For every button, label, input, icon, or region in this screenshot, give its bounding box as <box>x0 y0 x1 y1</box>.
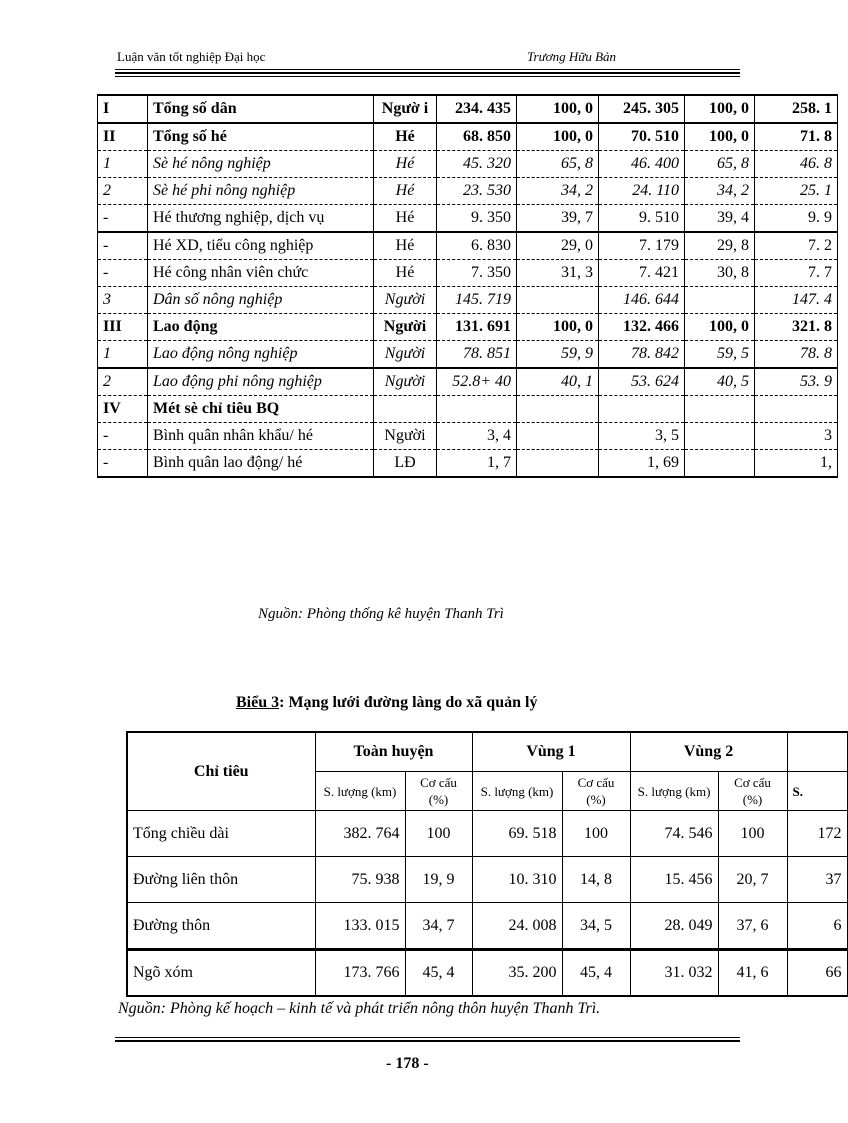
cell-c4 <box>437 396 517 423</box>
cell-name: Đường thôn <box>127 903 315 950</box>
cell-c1: 1 <box>98 151 148 178</box>
sub-header-co-cau: Cơ cấu (%) <box>718 772 787 811</box>
cell-c4: 7. 350 <box>437 260 517 287</box>
cell-c6: 78. 842 <box>599 341 685 369</box>
cell-c5: 39, 7 <box>517 205 599 233</box>
cell-c4: 6. 830 <box>437 232 517 260</box>
cell-c2: Hé thương nghiệp, dịch vụ <box>148 205 374 233</box>
page-number: - 178 - <box>386 1055 429 1072</box>
cell-v4: 100 <box>562 811 630 857</box>
cell-c5 <box>517 423 599 450</box>
table1-source: Nguồn: Phòng thống kê huyện Thanh Trì <box>258 606 504 622</box>
cell-c3: Hé <box>374 123 437 151</box>
cell-c7: 30, 8 <box>685 260 755 287</box>
chi-tieu-header: Chỉ tiêu <box>127 732 315 811</box>
road-network-table <box>126 731 848 997</box>
cell-c4: 9. 350 <box>437 205 517 233</box>
cell-c1: 2 <box>98 368 148 396</box>
cell-c7: 40, 5 <box>685 368 755 396</box>
cell-c8: 53. 9 <box>755 368 838 396</box>
cell-c1: - <box>98 450 148 478</box>
cell-c1: II <box>98 123 148 151</box>
table-row <box>98 341 838 369</box>
cell-c3: Hé <box>374 151 437 178</box>
cell-c2: Hé XD, tiểu công nghiệp <box>148 232 374 260</box>
cell-c6: 7. 421 <box>599 260 685 287</box>
table-row <box>98 232 838 260</box>
cell-c8: 3 <box>755 423 838 450</box>
cell-c8: 1, <box>755 450 838 478</box>
cell-c5: 100, 0 <box>517 95 599 123</box>
cell-v6: 100 <box>718 811 787 857</box>
cell-c3: Người <box>374 314 437 341</box>
cell-c4: 68. 850 <box>437 123 517 151</box>
cell-c7 <box>685 450 755 478</box>
cell-c5 <box>517 450 599 478</box>
cell-c3: Hé <box>374 232 437 260</box>
cell-c2: Dân số nông nghiệp <box>148 287 374 314</box>
cell-c6 <box>599 396 685 423</box>
table-row <box>98 151 838 178</box>
cell-c8: 7. 2 <box>755 232 838 260</box>
cell-c4: 78. 851 <box>437 341 517 369</box>
cell-c2: Lao động nông nghiệp <box>148 341 374 369</box>
cell-c6: 146. 644 <box>599 287 685 314</box>
cell-c6: 3, 5 <box>599 423 685 450</box>
group-vung-1: Vùng 1 <box>472 732 630 772</box>
footer-rule <box>115 1037 740 1038</box>
sub-header-so-luong: S. lượng (km) <box>472 772 562 811</box>
cell-v3: 69. 518 <box>472 811 562 857</box>
cell-v3: 35. 200 <box>472 950 562 997</box>
cell-c5: 59, 9 <box>517 341 599 369</box>
cell-v3: 24. 008 <box>472 903 562 950</box>
cell-name: Tổng chiều dài <box>127 811 315 857</box>
cell-c8: 71. 8 <box>755 123 838 151</box>
cell-c3: Người <box>374 287 437 314</box>
cell-c7: 59, 5 <box>685 341 755 369</box>
table2-title <box>236 694 537 712</box>
cell-c6: 46. 400 <box>599 151 685 178</box>
header-left-text: Luận văn tốt nghiệp Đại học <box>117 49 266 64</box>
cell-c3: Hé <box>374 178 437 205</box>
cell-c3: Hé <box>374 205 437 233</box>
table-row <box>98 423 838 450</box>
cell-c1: 1 <box>98 341 148 369</box>
cell-c3: Người <box>374 423 437 450</box>
cell-v7: 6 <box>787 903 847 950</box>
cell-v1: 75. 938 <box>315 857 405 903</box>
table-row <box>98 396 838 423</box>
cell-c6: 132. 466 <box>599 314 685 341</box>
table-row <box>127 857 847 903</box>
cell-c8 <box>755 396 838 423</box>
table2-group-header <box>127 732 847 772</box>
cell-c3: LĐ <box>374 450 437 478</box>
cell-c2: Mét sè chỉ tiêu BQ <box>148 396 374 423</box>
cell-v5: 28. 049 <box>630 903 718 950</box>
cell-c5 <box>517 396 599 423</box>
cell-v4: 45, 4 <box>562 950 630 997</box>
cell-c4: 234. 435 <box>437 95 517 123</box>
table-row <box>98 287 838 314</box>
header-rule <box>115 69 740 70</box>
cell-v1: 133. 015 <box>315 903 405 950</box>
cell-v2: 100 <box>405 811 472 857</box>
sub-header-so-luong: S. <box>787 772 847 811</box>
cell-v2: 34, 7 <box>405 903 472 950</box>
cell-v6: 37, 6 <box>718 903 787 950</box>
cell-c2: Tổng số dân <box>148 95 374 123</box>
table-row <box>98 314 838 341</box>
cell-c5: 65, 8 <box>517 151 599 178</box>
cell-c5: 31, 3 <box>517 260 599 287</box>
cell-c6: 70. 510 <box>599 123 685 151</box>
footer-rule <box>115 1040 740 1042</box>
group-vung-2: Vùng 2 <box>630 732 787 772</box>
table2-source: Nguồn: Phòng kế hoạch – kinh tế và phát triển nông thôn huyện Thanh Trì. <box>118 1000 601 1017</box>
cell-c2: Hé công nhân viên chức <box>148 260 374 287</box>
cell-v7: 172 <box>787 811 847 857</box>
cell-c4: 52.8+ 40 <box>437 368 517 396</box>
header-author: Trương Hữu Bản <box>527 49 617 64</box>
cell-c8: 25. 1 <box>755 178 838 205</box>
cell-v5: 15. 456 <box>630 857 718 903</box>
cell-name: Ngõ xóm <box>127 950 315 997</box>
cell-c2: Sè hé nông nghiệp <box>148 151 374 178</box>
group-vung-3 <box>787 732 847 772</box>
cell-c2: Sè hé phi nông nghiệp <box>148 178 374 205</box>
sub-header-so-luong: S. lượng (km) <box>315 772 405 811</box>
cell-c3: Người <box>374 368 437 396</box>
cell-v5: 74. 546 <box>630 811 718 857</box>
cell-c3: Người <box>374 341 437 369</box>
table2-label: Biểu 3 <box>236 694 280 711</box>
table-row <box>98 368 838 396</box>
cell-c8: 7. 7 <box>755 260 838 287</box>
cell-c7: 39, 4 <box>685 205 755 233</box>
cell-c8: 258. 1 <box>755 95 838 123</box>
cell-c7: 29, 8 <box>685 232 755 260</box>
cell-c6: 9. 510 <box>599 205 685 233</box>
cell-c4: 145. 719 <box>437 287 517 314</box>
cell-c7: 100, 0 <box>685 123 755 151</box>
table-row <box>98 260 838 287</box>
table-row <box>98 450 838 478</box>
cell-v6: 20, 7 <box>718 857 787 903</box>
cell-c8: 9. 9 <box>755 205 838 233</box>
cell-c7 <box>685 396 755 423</box>
cell-c8: 147. 4 <box>755 287 838 314</box>
cell-v7: 37 <box>787 857 847 903</box>
cell-v4: 34, 5 <box>562 903 630 950</box>
cell-c8: 78. 8 <box>755 341 838 369</box>
cell-c3: Ngườ i <box>374 95 437 123</box>
cell-c1: - <box>98 423 148 450</box>
cell-c2: Bình quân nhân khẩu/ hé <box>148 423 374 450</box>
cell-c7: 100, 0 <box>685 95 755 123</box>
table-row <box>127 903 847 950</box>
cell-v3: 10. 310 <box>472 857 562 903</box>
cell-name: Đường liên thôn <box>127 857 315 903</box>
cell-c4: 1, 7 <box>437 450 517 478</box>
cell-c8: 321. 8 <box>755 314 838 341</box>
sub-header-so-luong: S. lượng (km) <box>630 772 718 811</box>
cell-c1: - <box>98 260 148 287</box>
cell-c2: Lao động phi nông nghiệp <box>148 368 374 396</box>
cell-v6: 41, 6 <box>718 950 787 997</box>
table-row <box>127 950 847 997</box>
cell-c2: Bình quân lao động/ hé <box>148 450 374 478</box>
cell-c5: 34, 2 <box>517 178 599 205</box>
table-row <box>98 123 838 151</box>
cell-c6: 7. 179 <box>599 232 685 260</box>
cell-c6: 53. 624 <box>599 368 685 396</box>
cell-c1: IV <box>98 396 148 423</box>
population-table <box>97 94 838 478</box>
cell-c6: 245. 305 <box>599 95 685 123</box>
cell-c3 <box>374 396 437 423</box>
cell-v5: 31. 032 <box>630 950 718 997</box>
cell-c3: Hé <box>374 260 437 287</box>
cell-v7: 66 <box>787 950 847 997</box>
table-row <box>98 178 838 205</box>
cell-v4: 14, 8 <box>562 857 630 903</box>
cell-c2: Lao động <box>148 314 374 341</box>
cell-c7: 34, 2 <box>685 178 755 205</box>
cell-c7: 65, 8 <box>685 151 755 178</box>
cell-c7 <box>685 287 755 314</box>
cell-c5: 100, 0 <box>517 123 599 151</box>
cell-c5 <box>517 287 599 314</box>
header-rule <box>115 72 740 74</box>
cell-c1: - <box>98 205 148 233</box>
table-row <box>127 811 847 857</box>
header-rule <box>115 76 740 77</box>
cell-c4: 23. 530 <box>437 178 517 205</box>
cell-c2: Tổng số hé <box>148 123 374 151</box>
cell-v1: 382. 764 <box>315 811 405 857</box>
cell-c5: 29, 0 <box>517 232 599 260</box>
cell-c1: I <box>98 95 148 123</box>
cell-c4: 3, 4 <box>437 423 517 450</box>
cell-c5: 40, 1 <box>517 368 599 396</box>
cell-v2: 45, 4 <box>405 950 472 997</box>
sub-header-co-cau: Cơ cấu (%) <box>562 772 630 811</box>
cell-c1: - <box>98 232 148 260</box>
cell-c4: 45. 320 <box>437 151 517 178</box>
group-toan-huyen: Toàn huyện <box>315 732 472 772</box>
cell-c7 <box>685 423 755 450</box>
cell-c4: 131. 691 <box>437 314 517 341</box>
cell-c7: 100, 0 <box>685 314 755 341</box>
sub-header-co-cau: Cơ cấu (%) <box>405 772 472 811</box>
cell-c8: 46. 8 <box>755 151 838 178</box>
cell-c6: 24. 110 <box>599 178 685 205</box>
cell-c5: 100, 0 <box>517 314 599 341</box>
cell-c1: III <box>98 314 148 341</box>
cell-v2: 19, 9 <box>405 857 472 903</box>
cell-c1: 3 <box>98 287 148 314</box>
table-row <box>98 205 838 233</box>
cell-c1: 2 <box>98 178 148 205</box>
cell-c6: 1, 69 <box>599 450 685 478</box>
table-row <box>98 95 838 123</box>
table2-title-text: : Mạng lưới đường làng do xã quản lý <box>279 694 538 711</box>
cell-v1: 173. 766 <box>315 950 405 997</box>
